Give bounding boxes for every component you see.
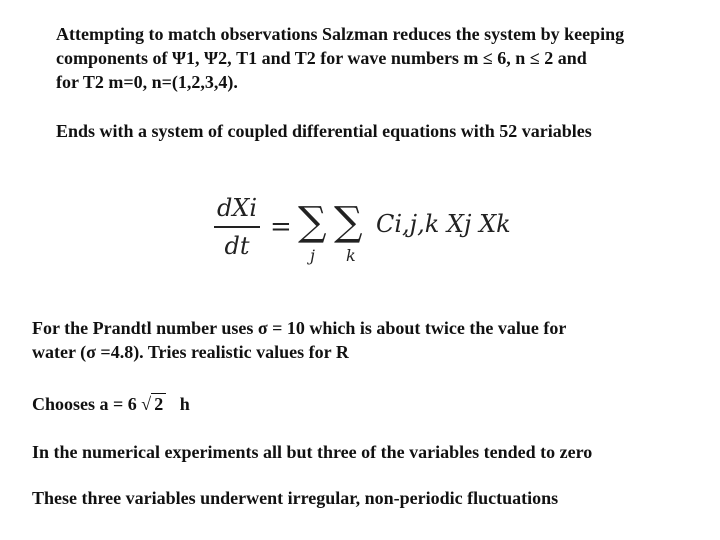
intro-line-3: for T2 m=0, n=(1,2,3,4). — [56, 72, 238, 92]
intro-line-1: Attempting to match observations Salzman reduces the system by keeping — [56, 24, 625, 44]
differential-equation — [212, 192, 522, 270]
fraction-bar — [214, 226, 260, 228]
prandtl-line-2: water (σ =4.8). Tries realistic values for R — [32, 342, 349, 362]
sum-index-j: j — [310, 246, 315, 265]
derivative-denominator: dt — [224, 231, 250, 260]
sum-symbol-k: ∑ — [334, 199, 363, 245]
chooses-a-text — [32, 392, 190, 416]
prandtl-paragraph — [32, 316, 566, 364]
system-summary-text: Ends with a system of coupled differential equations with 52 variables — [56, 121, 592, 141]
equals-sign: = — [270, 212, 292, 242]
sum-symbol-j: ∑ — [298, 199, 327, 245]
equation-coefficient-product — [376, 210, 511, 238]
experiments-text: In the numerical experiments all but three of the variables tended to zero — [32, 442, 593, 462]
fluctuations-text: These three variables underwent irregular, non-periodic fluctuations — [32, 488, 559, 508]
chooses-suffix: h — [166, 394, 190, 414]
product-term: Xj Xk — [446, 210, 511, 238]
square-root — [141, 392, 166, 416]
sum-index-k: k — [346, 246, 356, 265]
derivative-numerator: dXi — [216, 194, 258, 222]
prandtl-line-1: For the Prandtl number uses σ = 10 which is about twice the value for — [32, 318, 567, 338]
chooses-prefix: Chooses a = 6 — [32, 394, 142, 414]
radical-sign: √ — [141, 394, 152, 414]
intro-line-2: components of Ψ1, Ψ2, T1 and T2 for wave numbers m ≤ 6, n ≤ 2 and — [56, 48, 587, 68]
radicand: 2 — [151, 393, 166, 414]
intro-paragraph — [56, 22, 624, 94]
derivative-fraction — [212, 192, 262, 262]
coefficient-term: Ci,j,k — [376, 210, 440, 238]
